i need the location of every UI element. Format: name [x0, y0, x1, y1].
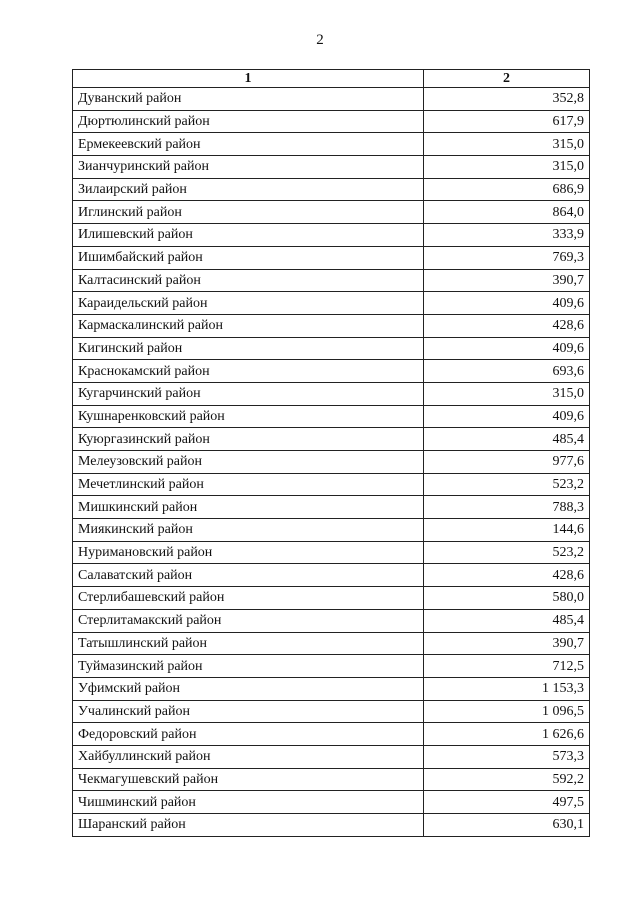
table-header-row — [73, 70, 590, 88]
district-name-cell: Мечетлинский район — [73, 473, 424, 496]
data-table — [72, 69, 590, 837]
district-value-cell: 144,6 — [424, 519, 590, 542]
district-name-cell: Кармаскалинский район — [73, 314, 424, 337]
table-row — [73, 337, 590, 360]
table-row — [73, 246, 590, 269]
table-row — [73, 768, 590, 791]
table-row — [73, 519, 590, 542]
district-value-cell: 592,2 — [424, 768, 590, 791]
district-name-cell: Дюртюлинский район — [73, 110, 424, 133]
district-name-cell: Илишевский район — [73, 224, 424, 247]
district-value-cell: 390,7 — [424, 269, 590, 292]
table-row — [73, 814, 590, 837]
district-name-cell: Иглинский район — [73, 201, 424, 224]
district-value-cell: 523,2 — [424, 541, 590, 564]
table-row — [73, 632, 590, 655]
table-row — [73, 609, 590, 632]
district-name-cell: Чекмагушевский район — [73, 768, 424, 791]
district-name-cell: Зилаирский район — [73, 178, 424, 201]
district-value-cell: 788,3 — [424, 496, 590, 519]
district-value-cell: 390,7 — [424, 632, 590, 655]
district-name-cell: Миякинский район — [73, 519, 424, 542]
district-name-cell: Учалинский район — [73, 700, 424, 723]
district-name-cell: Куюргазинский район — [73, 428, 424, 451]
district-name-cell: Калтасинский район — [73, 269, 424, 292]
district-value-cell: 352,8 — [424, 88, 590, 111]
district-name-cell: Караидельский район — [73, 292, 424, 315]
district-name-cell: Салаватский район — [73, 564, 424, 587]
district-name-cell: Ишимбайский район — [73, 246, 424, 269]
district-name-cell: Стерлитамакский район — [73, 609, 424, 632]
district-name-cell: Федоровский район — [73, 723, 424, 746]
district-name-cell: Кугарчинский район — [73, 382, 424, 405]
district-value-cell: 428,6 — [424, 314, 590, 337]
district-value-cell: 712,5 — [424, 655, 590, 678]
district-value-cell: 409,6 — [424, 405, 590, 428]
table-row — [73, 110, 590, 133]
district-name-cell: Уфимский район — [73, 677, 424, 700]
district-value-cell: 1 096,5 — [424, 700, 590, 723]
district-value-cell: 977,6 — [424, 451, 590, 474]
table-row — [73, 292, 590, 315]
column-header-2: 2 — [424, 70, 590, 88]
table-row — [73, 473, 590, 496]
district-name-cell: Ермекеевский район — [73, 133, 424, 156]
table-row — [73, 655, 590, 678]
district-value-cell: 315,0 — [424, 156, 590, 179]
table-row — [73, 88, 590, 111]
district-value-cell: 693,6 — [424, 360, 590, 383]
page-number: 2 — [316, 32, 324, 48]
table-row — [73, 201, 590, 224]
table-row — [73, 564, 590, 587]
district-name-cell: Татышлинский район — [73, 632, 424, 655]
table-row — [73, 791, 590, 814]
table-row — [73, 178, 590, 201]
district-value-cell: 409,6 — [424, 337, 590, 360]
table-row — [73, 382, 590, 405]
district-value-cell: 485,4 — [424, 428, 590, 451]
district-value-cell: 617,9 — [424, 110, 590, 133]
table-row — [73, 360, 590, 383]
district-value-cell: 497,5 — [424, 791, 590, 814]
table-row — [73, 700, 590, 723]
district-name-cell: Дуванский район — [73, 88, 424, 111]
column-header-1: 1 — [73, 70, 424, 88]
district-value-cell: 769,3 — [424, 246, 590, 269]
district-value-cell: 580,0 — [424, 587, 590, 610]
district-name-cell: Хайбуллинский район — [73, 745, 424, 768]
district-name-cell: Зианчуринский район — [73, 156, 424, 179]
district-value-cell: 1 626,6 — [424, 723, 590, 746]
table-row — [73, 405, 590, 428]
district-value-cell: 315,0 — [424, 382, 590, 405]
district-name-cell: Мелеузовский район — [73, 451, 424, 474]
table-row — [73, 224, 590, 247]
table-row — [73, 496, 590, 519]
table-row — [73, 314, 590, 337]
district-name-cell: Туймазинский район — [73, 655, 424, 678]
district-name-cell: Шаранский район — [73, 814, 424, 837]
table-row — [73, 677, 590, 700]
table-row — [73, 133, 590, 156]
district-name-cell: Кушнаренковский район — [73, 405, 424, 428]
table-row — [73, 723, 590, 746]
table-row — [73, 451, 590, 474]
district-value-cell: 409,6 — [424, 292, 590, 315]
district-value-cell: 315,0 — [424, 133, 590, 156]
district-name-cell: Нуримановский район — [73, 541, 424, 564]
district-value-cell: 864,0 — [424, 201, 590, 224]
district-value-cell: 333,9 — [424, 224, 590, 247]
table-row — [73, 587, 590, 610]
district-value-cell: 630,1 — [424, 814, 590, 837]
district-name-cell: Краснокамский район — [73, 360, 424, 383]
table-row — [73, 156, 590, 179]
table-row — [73, 745, 590, 768]
table-row — [73, 269, 590, 292]
district-name-cell: Чишминский район — [73, 791, 424, 814]
table-header — [73, 70, 590, 88]
district-value-cell: 1 153,3 — [424, 677, 590, 700]
district-value-cell: 573,3 — [424, 745, 590, 768]
district-name-cell: Мишкинский район — [73, 496, 424, 519]
district-value-cell: 485,4 — [424, 609, 590, 632]
table-row — [73, 428, 590, 451]
district-value-cell: 686,9 — [424, 178, 590, 201]
district-name-cell: Стерлибашевский район — [73, 587, 424, 610]
district-value-cell: 428,6 — [424, 564, 590, 587]
table-body — [73, 88, 590, 837]
table-row — [73, 541, 590, 564]
district-value-cell: 523,2 — [424, 473, 590, 496]
district-name-cell: Кигинский район — [73, 337, 424, 360]
